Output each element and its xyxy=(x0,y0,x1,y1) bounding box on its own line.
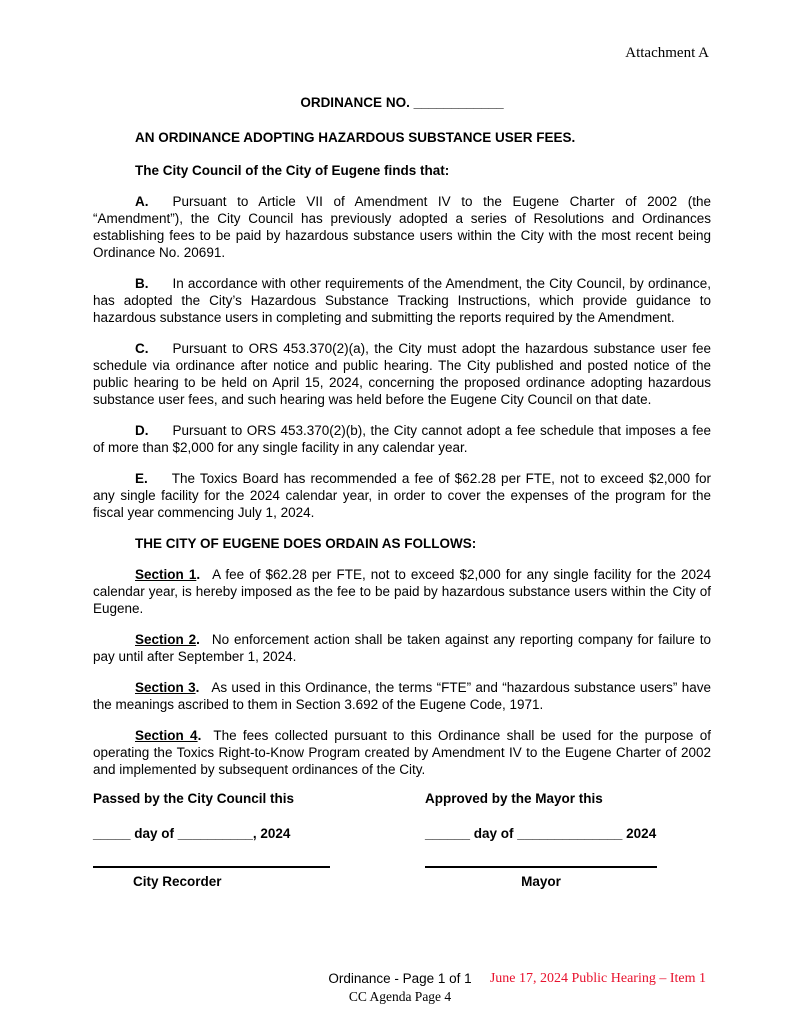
findings-intro: The City Council of the City of Eugene finds that: xyxy=(135,163,450,178)
finding-label-e: E. xyxy=(135,471,148,486)
section-text-1: A fee of $62.28 per FTE, not to exceed $2,000 for any single facility for the 2024 calendar year, is hereby imposed as the fee to be paid by hazardous substance users within the City of Eugene. xyxy=(93,567,711,616)
finding-paragraph-a xyxy=(93,193,711,261)
document-body xyxy=(93,94,711,896)
finding-text-c: Pursuant to ORS 453.370(2)(a), the City must adopt the hazardous substance user fee schedule via ordinance after notice and public hearing. The City published and posted notice of the public hearing to be held on April 15, 2024, concerning the proposed ordinance adopting hazardous substance user fees, and such hearing was held before the Eugene City Council on that date. xyxy=(93,341,711,407)
section-text-3: As used in this Ordinance, the terms “FTE” and “hazardous substance users” have the meanings ascribed to them in Section 3.692 of the Eugene Code, 1971. xyxy=(93,680,711,712)
section-label-4: Section 4 xyxy=(135,728,198,743)
agenda-page-label: CC Agenda Page 4 xyxy=(348,989,452,1004)
ordinance-number-line: ORDINANCE NO. ____________ xyxy=(300,95,504,110)
section-label-period: . xyxy=(195,680,200,695)
city-recorder-signature-line xyxy=(93,866,330,868)
section-paragraph-3 xyxy=(93,679,711,713)
finding-label-b: B. xyxy=(135,276,149,291)
approved-date-line: ______ day of ______________ 2024 xyxy=(425,826,657,841)
page-footer xyxy=(0,970,800,1005)
finding-paragraph-e xyxy=(93,470,711,521)
section-label-3: Section 3 xyxy=(135,680,196,695)
section-label-period: . xyxy=(196,632,200,647)
finding-paragraph-c xyxy=(93,340,711,408)
section-paragraph-1 xyxy=(93,566,711,617)
attachment-label: Attachment A xyxy=(625,45,709,61)
finding-text-e: The Toxics Board has recommended a fee of $62.28 per FTE, not to exceed $2,000 for any single facility for the 2024 calendar year, in order to cover the expenses of the program for the fiscal year commencing July 1, 2024. xyxy=(93,471,711,520)
hearing-note: June 17, 2024 Public Hearing – Item 1 xyxy=(489,971,706,986)
section-label-1: Section 1 xyxy=(135,567,197,582)
finding-paragraph-d xyxy=(93,422,711,456)
mayor-signature-line xyxy=(425,866,657,868)
section-paragraph-4 xyxy=(93,727,711,778)
passed-heading: Passed by the City Council this xyxy=(93,791,295,806)
ordain-heading: THE CITY OF EUGENE DOES ORDAIN AS FOLLOWS: xyxy=(135,536,477,551)
finding-paragraph-b xyxy=(93,275,711,326)
section-label-period: . xyxy=(196,567,201,582)
finding-text-b: In accordance with other requirements of the Amendment, the City Council, by ordinance, has adopted the City’s Hazardous Substance Tracking Instructions, which provide guidance to hazardous substance users in completing and submitting the reports required by the Amendment. xyxy=(93,276,711,325)
mayor-signature-column xyxy=(425,790,661,890)
ordinance-title: AN ORDINANCE ADOPTING HAZARDOUS SUBSTANCE USER FEES. xyxy=(135,130,576,145)
section-text-4: The fees collected pursuant to this Ordinance shall be used for the purpose of operating the Toxics Right-to-Know Program created by Amendment IV to the Eugene Charter of 2002 and implemented by subsequent ordinances of the City. xyxy=(93,728,711,777)
section-label-period: . xyxy=(197,728,202,743)
finding-text-d: Pursuant to ORS 453.370(2)(b), the City cannot adopt a fee schedule that imposes a fee of more than $2,000 for any single facility in any calendar year. xyxy=(93,423,711,455)
finding-label-d: D. xyxy=(135,423,149,438)
council-signature-column xyxy=(93,790,333,890)
section-label-2: Section 2 xyxy=(135,632,197,647)
section-paragraph-2 xyxy=(93,631,711,665)
mayor-label: Mayor xyxy=(521,874,561,889)
footer-line xyxy=(0,970,800,987)
city-recorder-label: City Recorder xyxy=(133,874,222,889)
finding-label-a: A. xyxy=(135,194,149,209)
signature-block xyxy=(93,790,711,896)
finding-text-a: Pursuant to Article VII of Amendment IV to the Eugene Charter of 2002 (the “Amendment”), the City Council has previously adopted a series of Resolutions and Ordinances establishing fees to be paid by hazardous substance users within the City with the most recent being Ordinance No. 20691. xyxy=(93,194,711,260)
section-text-2: No enforcement action shall be taken against any reporting company for failure to pay until after September 1, 2024. xyxy=(93,632,711,664)
passed-date-line: _____ day of __________, 2024 xyxy=(93,826,291,841)
finding-label-c: C. xyxy=(135,341,149,356)
approved-heading: Approved by the Mayor this xyxy=(425,791,603,806)
page-number-label: Ordinance - Page 1 of 1 xyxy=(328,971,472,986)
